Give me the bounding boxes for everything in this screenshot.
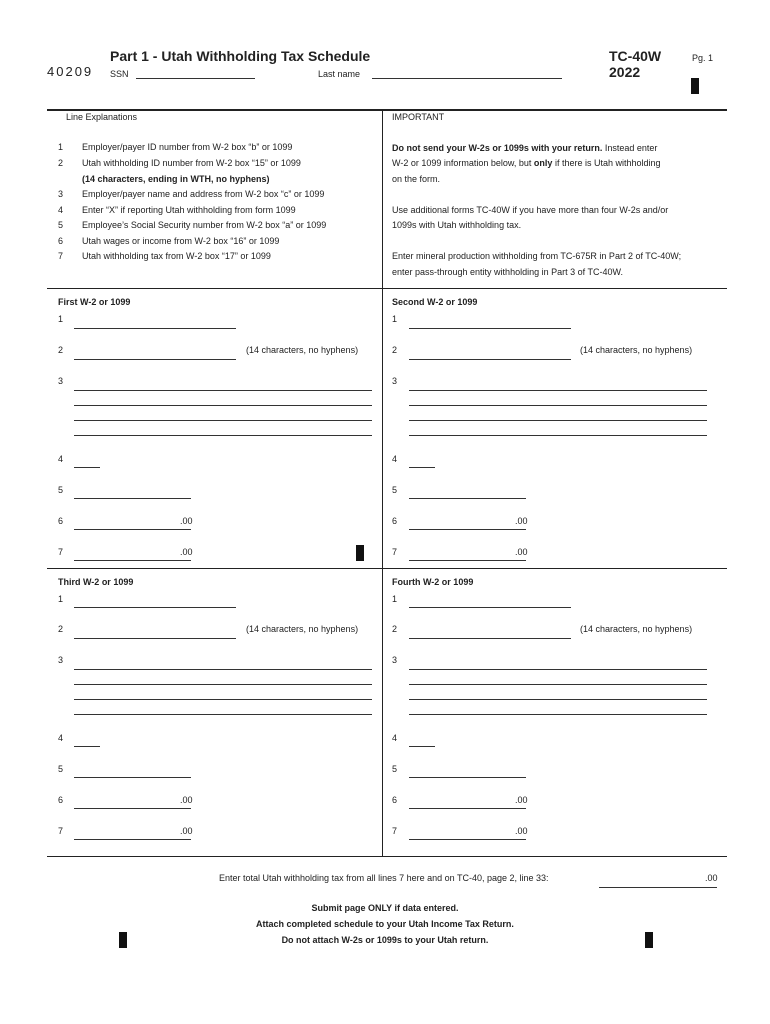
form-year: 2022 <box>609 64 641 80</box>
third-name-address-field-3[interactable] <box>74 685 372 700</box>
total-cents-label: .00 <box>705 873 718 883</box>
cents-label: .00 <box>180 826 193 836</box>
third-name-address-field-1[interactable] <box>74 655 372 670</box>
fourth-utah-wages-field[interactable] <box>409 794 526 809</box>
line-1-number: 1 <box>392 314 398 324</box>
fourth-utah-id-field[interactable] <box>409 624 571 639</box>
explanation-item: 6 Utah wages or income from W-2 box “16” or 1099 <box>58 236 280 246</box>
cents-label: .00 <box>180 547 193 557</box>
line-5-number: 5 <box>392 764 398 774</box>
important-p2-line1: Use additional forms TC-40W if you have more than four W-2s and/or <box>392 205 669 215</box>
line-6-number: 6 <box>392 516 398 526</box>
total-withholding-field[interactable] <box>599 873 717 888</box>
middle-column-divider-a <box>382 288 383 568</box>
line-6-number: 6 <box>392 795 398 805</box>
first-employer-id-field[interactable] <box>74 314 236 329</box>
second-utah-tax-field[interactable] <box>409 546 526 561</box>
line-7-number: 7 <box>392 826 398 836</box>
first-ssn-field[interactable] <box>74 484 191 499</box>
first-name-address-field-4[interactable] <box>74 421 372 436</box>
lastname-field[interactable] <box>372 64 562 79</box>
attach-note: Attach completed schedule to your Utah Income Tax Return. <box>256 919 514 929</box>
important-p2-line2: 1099s with Utah withholding tax. <box>392 220 522 230</box>
line-5-number: 5 <box>392 485 398 495</box>
registration-mark <box>119 932 127 948</box>
ssn-label: SSN <box>110 69 129 79</box>
line-6-number: 6 <box>58 795 64 805</box>
cents-label: .00 <box>180 516 193 526</box>
third-utah-wages-field[interactable] <box>74 794 191 809</box>
fourth-name-address-field-3[interactable] <box>409 685 707 700</box>
fourth-ssn-field[interactable] <box>409 763 526 778</box>
line-3-number: 3 <box>58 655 64 665</box>
line-2-number: 2 <box>58 624 64 634</box>
first-name-address-field-2[interactable] <box>74 391 372 406</box>
line-7-number: 7 <box>58 826 64 836</box>
line-3-number: 3 <box>392 376 398 386</box>
important-p1-line3: on the form. <box>392 174 441 184</box>
important-heading: IMPORTANT <box>392 112 445 122</box>
page-number: Pg. 1 <box>692 53 714 63</box>
lastname-label: Last name <box>318 69 361 79</box>
explanation-item: 5 Employee’s Social Security number from W-2 box “a” or 1099 <box>58 220 327 230</box>
submit-note: Submit page ONLY if data entered. <box>311 903 459 913</box>
second-name-address-field-1[interactable] <box>409 376 707 391</box>
fourth-utah-tax-field[interactable] <box>409 825 526 840</box>
registration-mark <box>645 932 653 948</box>
first-1099-flag-field[interactable] <box>74 453 100 468</box>
line-1-number: 1 <box>58 314 64 324</box>
explanation-item: 2 Utah withholding ID number from W-2 box “15” or 1099 <box>58 158 301 168</box>
second-name-address-field-4[interactable] <box>409 421 707 436</box>
line-4-number: 4 <box>392 733 398 743</box>
cents-label: .00 <box>515 795 528 805</box>
registration-mark <box>356 545 364 561</box>
explanation-item: (14 characters, ending in WTH, no hyphens) <box>82 174 270 184</box>
line-3-number: 3 <box>392 655 398 665</box>
second-ssn-field[interactable] <box>409 484 526 499</box>
line-7-number: 7 <box>392 547 398 557</box>
line-3-number: 3 <box>58 376 64 386</box>
third-name-address-field-4[interactable] <box>74 700 372 715</box>
first-utah-id-field[interactable] <box>74 345 236 360</box>
header-divider <box>47 109 727 111</box>
explanation-item: 4 Enter “X” if reporting Utah withholding from form 1099 <box>58 205 296 215</box>
fourth-employer-id-field[interactable] <box>409 593 571 608</box>
top-column-divider <box>382 110 383 288</box>
chars-note: (14 characters, no hyphens) <box>246 345 359 355</box>
explanation-item: 7 Utah withholding tax from W-2 box “17” or 1099 <box>58 251 271 261</box>
third-name-address-field-2[interactable] <box>74 670 372 685</box>
cents-label: .00 <box>515 516 528 526</box>
line-5-number: 5 <box>58 485 64 495</box>
total-instruction: Enter total Utah withholding tax from all lines 7 here and on TC-40, page 2, line 33: <box>219 873 549 883</box>
cents-label: .00 <box>515 547 528 557</box>
second-name-address-field-2[interactable] <box>409 391 707 406</box>
cents-label: .00 <box>180 795 193 805</box>
fourth-1099-flag-field[interactable] <box>409 732 435 747</box>
do-not-attach-note: Do not attach W-2s or 1099s to your Utah return. <box>281 935 489 945</box>
first-utah-wages-field[interactable] <box>74 515 191 530</box>
line-7-number: 7 <box>58 547 64 557</box>
chars-note: (14 characters, no hyphens) <box>246 624 359 634</box>
chars-note: (14 characters, no hyphens) <box>580 624 693 634</box>
line-2-number: 2 <box>392 345 398 355</box>
first-utah-tax-field[interactable] <box>74 546 191 561</box>
cents-label: .00 <box>515 826 528 836</box>
second-1099-flag-field[interactable] <box>409 453 435 468</box>
second-employer-id-field[interactable] <box>409 314 571 329</box>
third-employer-id-field[interactable] <box>74 593 236 608</box>
line-1-number: 1 <box>392 594 398 604</box>
important-p3-line2: enter pass-through entity withholding in Part 3 of TC-40W. <box>392 267 623 277</box>
third-1099-flag-field[interactable] <box>74 732 100 747</box>
third-utah-id-field[interactable] <box>74 624 236 639</box>
form-code-left: 40209 <box>47 64 94 79</box>
section-divider-middle <box>47 568 727 569</box>
section-fourth-title: Fourth W-2 or 1099 <box>392 577 474 587</box>
explanation-item: 3 Employer/payer name and address from W-2 box “c” or 1099 <box>58 189 325 199</box>
second-name-address-field-3[interactable] <box>409 406 707 421</box>
third-ssn-field[interactable] <box>74 763 191 778</box>
explanations-heading: Line Explanations <box>66 112 138 122</box>
explanation-item: 1 Employer/payer ID number from W-2 box “b” or 1099 <box>58 142 293 152</box>
fourth-name-address-field-1[interactable] <box>409 655 707 670</box>
line-4-number: 4 <box>58 733 64 743</box>
line-4-number: 4 <box>392 454 398 464</box>
first-name-address-field-1[interactable] <box>74 376 372 391</box>
line-2-number: 2 <box>58 345 64 355</box>
section-divider-bottom <box>47 856 727 857</box>
important-p3-line1: Enter mineral production withholding from TC-675R in Part 2 of TC-40W; <box>392 251 682 261</box>
second-utah-wages-field[interactable] <box>409 515 526 530</box>
important-p1-line2: W-2 or 1099 information below, but only if there is Utah withholding <box>392 158 661 168</box>
third-utah-tax-field[interactable] <box>74 825 191 840</box>
chars-note: (14 characters, no hyphens) <box>580 345 693 355</box>
middle-column-divider-b <box>382 568 383 856</box>
second-utah-id-field[interactable] <box>409 345 571 360</box>
fourth-name-address-field-2[interactable] <box>409 670 707 685</box>
line-4-number: 4 <box>58 454 64 464</box>
section-first-title: First W-2 or 1099 <box>58 297 131 307</box>
important-p1-line1: Do not send your W-2s or 1099s with your return. Instead enter <box>392 143 658 153</box>
first-name-address-field-3[interactable] <box>74 406 372 421</box>
line-5-number: 5 <box>58 764 64 774</box>
form-id: TC-40W <box>609 48 662 64</box>
line-6-number: 6 <box>58 516 64 526</box>
section-second-title: Second W-2 or 1099 <box>392 297 478 307</box>
ssn-field[interactable] <box>136 64 255 79</box>
line-2-number: 2 <box>392 624 398 634</box>
page-title: Part 1 - Utah Withholding Tax Schedule <box>110 48 371 64</box>
section-third-title: Third W-2 or 1099 <box>58 577 134 587</box>
line-1-number: 1 <box>58 594 64 604</box>
fourth-name-address-field-4[interactable] <box>409 700 707 715</box>
section-divider-top <box>47 288 727 289</box>
registration-mark <box>691 78 699 94</box>
